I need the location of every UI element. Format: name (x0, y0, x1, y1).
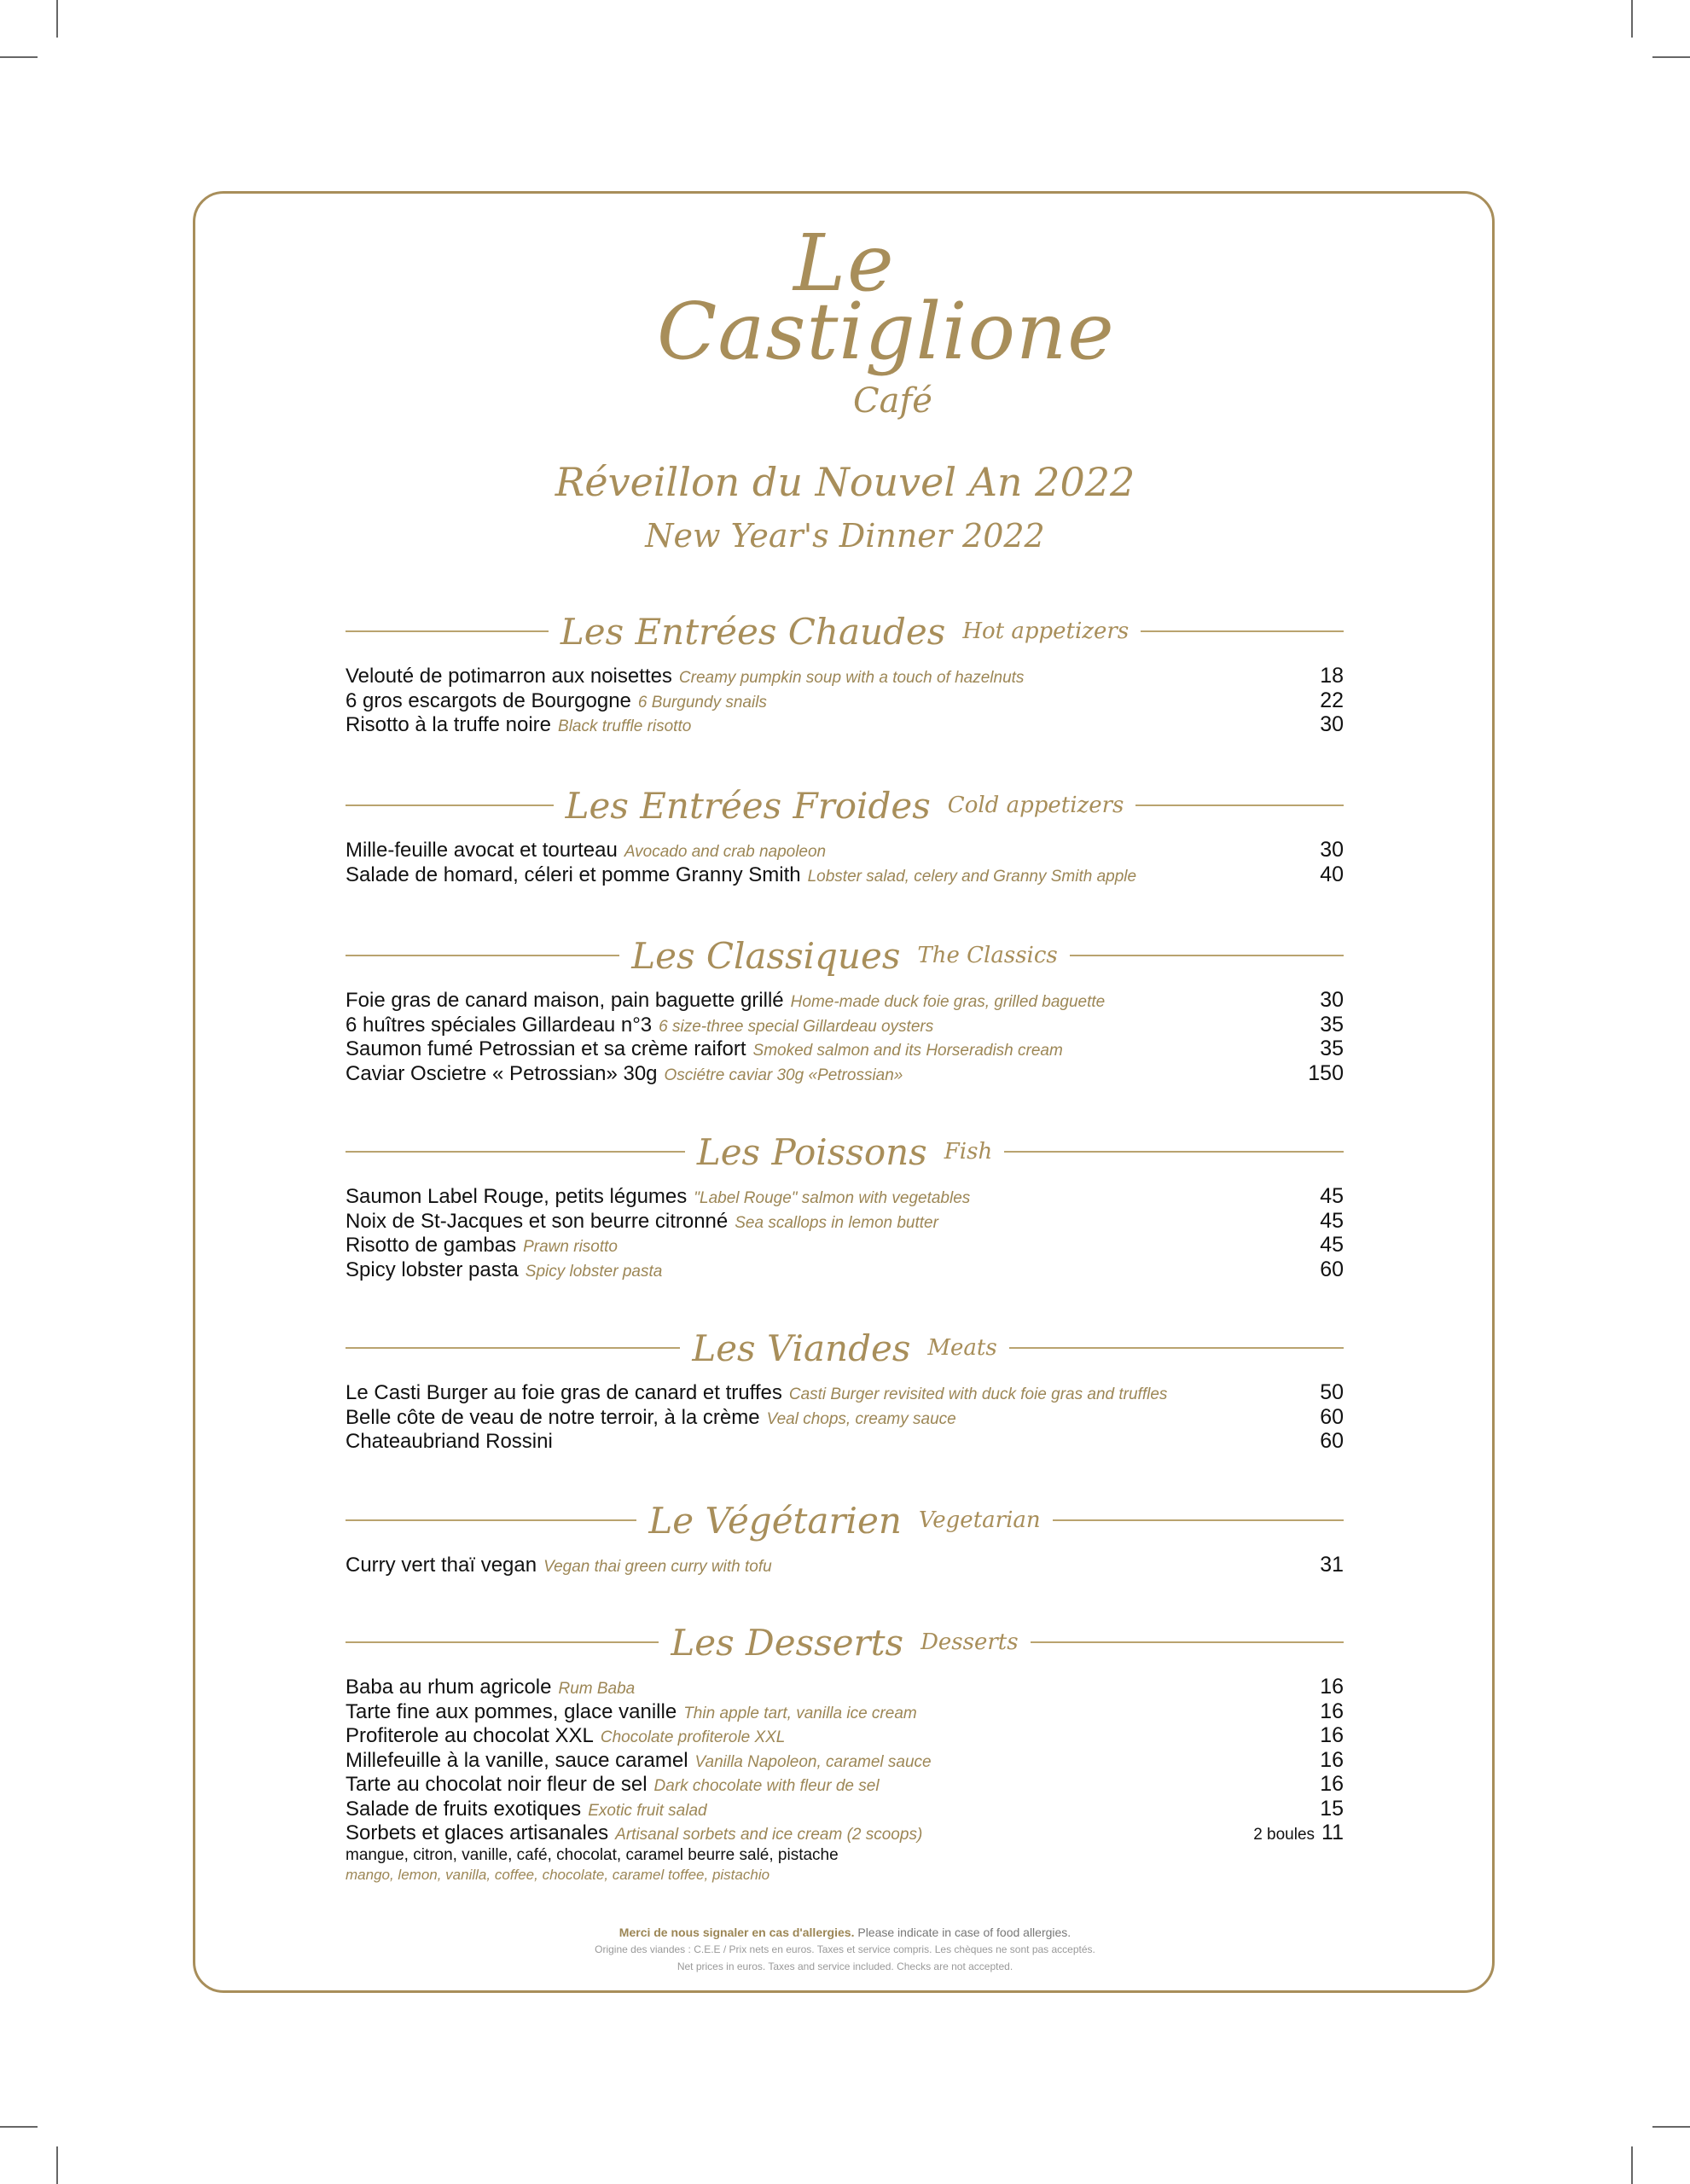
section-vegetarian (346, 1495, 1344, 1577)
dish-name: Noix de St-Jacques et son beurre citronné (346, 1209, 729, 1233)
dish-price: 16 (1320, 1675, 1344, 1699)
menu-title-fr: Réveillon du Nouvel An 2022 (555, 459, 1135, 505)
menu-item (346, 1553, 1344, 1577)
dish-description: Chocolate profiterole XXL (600, 1728, 786, 1746)
crop-mark (1652, 56, 1690, 58)
dish-price: 16 (1320, 1723, 1344, 1747)
section-classics (346, 930, 1344, 1085)
section-heading (346, 1126, 1344, 1177)
dish-name: Sorbets et glaces artisanales (346, 1821, 609, 1844)
heading-rule-left (346, 1151, 685, 1153)
heading-rule-right (1135, 804, 1344, 806)
heading-rule-left (346, 955, 619, 956)
menu-item (346, 1748, 1344, 1773)
dish-price: 16 (1320, 1747, 1344, 1772)
dish-description: Veal chops, creamy sauce (766, 1409, 956, 1428)
menu-item (346, 1258, 1344, 1282)
logo (0, 218, 1690, 431)
dish-description: 6 size-three special Gillardeau oysters (659, 1017, 934, 1036)
dish-description: Black truffle risotto (558, 717, 692, 735)
menu-item (346, 1061, 1344, 1086)
dish-name: Le Casti Burger au foie gras de canard et truffes (346, 1381, 782, 1404)
dish-price: 11 (1321, 1821, 1344, 1844)
dish-name: Chateaubriand Rossini (346, 1430, 553, 1453)
section-title-fr: Les Desserts (671, 1621, 904, 1664)
heading-rule-right (1004, 1151, 1344, 1153)
dish-name: Saumon Label Rouge, petits légumes (346, 1185, 688, 1208)
menu-item (346, 1037, 1344, 1061)
menu-item (346, 1699, 1344, 1724)
footer-allergy (0, 1924, 1690, 1941)
heading-rule-right (1009, 1347, 1344, 1349)
dish-price: 45 (1320, 1208, 1344, 1233)
dish-price: 60 (1320, 1429, 1344, 1453)
heading-rule-left (346, 1641, 659, 1643)
crop-mark (56, 2146, 58, 2184)
menu-item (346, 1209, 1344, 1234)
heading-rule-right (1053, 1519, 1344, 1521)
heading-rule-right (1031, 1641, 1344, 1643)
dish-price: 35 (1320, 1037, 1344, 1060)
heading-rule-right (1141, 630, 1344, 632)
menu-item (346, 664, 1344, 688)
dish-name: Caviar Oscietre « Petrossian» 30g (346, 1061, 658, 1085)
footer-net-prices: Net prices in euros. Taxes and service included. Checks are not accepted. (677, 1960, 1013, 1972)
menu-item (346, 712, 1344, 737)
logo-cafe: Café (853, 381, 932, 421)
crop-mark (1652, 2126, 1690, 2128)
dish-name: Salade de homard, céleri et pomme Granny Smith (346, 863, 801, 886)
section-heading (346, 1322, 1344, 1374)
dish-description: Vegan thai green curry with tofu (543, 1558, 772, 1576)
dish-description: Thin apple tart, vanilla ice cream (683, 1704, 917, 1722)
heading-rule-right (1070, 955, 1344, 956)
menu-item (346, 688, 1344, 713)
dish-name: Saumon fumé Petrossian et sa crème raifort (346, 1037, 746, 1060)
section-title-en: Fish (944, 1139, 993, 1165)
heading-rule-left (346, 630, 549, 632)
dish-note: 2 boules (1253, 1826, 1315, 1844)
section-title-fr: Les Classiques (631, 934, 901, 977)
menu-items (346, 1553, 1344, 1577)
logo-le: Le (793, 218, 896, 309)
dish-name: Salade de fruits exotiques (346, 1797, 582, 1821)
menu-item (346, 1380, 1344, 1405)
section-title-fr: Les Poissons (696, 1130, 927, 1173)
dish-name: Tarte fine aux pommes, glace vanille (346, 1699, 677, 1723)
section-title-en: Hot appetizers (962, 619, 1130, 644)
dish-price: 150 (1308, 1060, 1344, 1085)
crop-mark (1631, 0, 1633, 38)
dish-price: 60 (1320, 1404, 1344, 1429)
dish-description: 6 Burgundy snails (637, 693, 767, 712)
dish-description: Sea scallops in lemon butter (735, 1213, 938, 1232)
menu-item (346, 1233, 1344, 1258)
footer (0, 1924, 1690, 1975)
crop-mark (1631, 2146, 1633, 2184)
section-desserts (346, 1617, 1344, 1885)
dish-name: Tarte au chocolat noir fleur de sel (346, 1773, 648, 1796)
dish-name: Spicy lobster pasta (346, 1258, 519, 1281)
dish-description: Osciétre caviar 30g «Petrossian» (664, 1066, 903, 1084)
dish-price: 35 (1320, 1012, 1344, 1037)
dish-description: Exotic fruit salad (588, 1801, 707, 1820)
dish-description: Prawn risotto (523, 1238, 618, 1256)
menu-title-en: New Year's Dinner 2022 (645, 517, 1045, 555)
dish-description: Artisanal sorbets and ice cream (2 scoops) (615, 1826, 923, 1844)
dish-description: Rum Baba (558, 1680, 636, 1698)
dish-description: Casti Burger revisited with duck foie gras and truffles (788, 1385, 1168, 1403)
menu-items (346, 838, 1344, 886)
dish-name: Mille-feuille avocat et tourteau (346, 839, 618, 862)
section-heading (346, 606, 1344, 657)
crop-mark (56, 0, 58, 38)
dish-name: Risotto de gambas (346, 1234, 517, 1257)
section-heading (346, 1495, 1344, 1546)
section-title-fr: Les Entrées Froides (565, 784, 931, 827)
menu-items (346, 1184, 1344, 1281)
crop-mark (0, 56, 38, 58)
menu-item (346, 863, 1344, 887)
menu-item (346, 838, 1344, 863)
heading-rule-left (346, 804, 554, 806)
dish-price: 31 (1320, 1553, 1344, 1577)
section-title-en: Meats (927, 1335, 997, 1361)
dish-description: Smoked salmon and its Horseradish cream (752, 1042, 1063, 1060)
dish-name: 6 gros escargots de Bourgogne (346, 688, 631, 712)
dish-price: 60 (1320, 1257, 1344, 1281)
dish-name: Risotto à la truffe noire (346, 713, 552, 736)
menu-item (346, 1675, 1344, 1699)
dish-price: 18 (1320, 664, 1344, 688)
section-title-en: Vegetarian (918, 1507, 1041, 1533)
menu-item (346, 1405, 1344, 1430)
dish-name: Velouté de potimarron aux noisettes (346, 665, 672, 688)
menu-items (346, 664, 1344, 737)
section-heading (346, 1617, 1344, 1668)
dish-name: Millefeuille à la vanille, sauce caramel (346, 1748, 688, 1772)
dish-name: Foie gras de canard maison, pain baguette grillé (346, 989, 784, 1012)
section-title-en: Cold appetizers (947, 793, 1124, 818)
menu-item (346, 1429, 1344, 1454)
footer-allergy-fr: Merci de nous signaler en cas d'allergies. (619, 1926, 855, 1939)
menu-item (346, 1184, 1344, 1209)
dish-price: 50 (1320, 1380, 1344, 1404)
dish-description: Home-made duck foie gras, grilled baguette (790, 993, 1106, 1011)
dish-description: Creamy pumpkin soup with a touch of hazelnuts (678, 669, 1025, 687)
dish-price: 45 (1320, 1184, 1344, 1208)
footer-allergy-en: Please indicate in case of food allergies. (857, 1926, 1071, 1939)
dish-price: 15 (1320, 1796, 1344, 1821)
menu-item (346, 1013, 1344, 1037)
dish-description: Lobster salad, celery and Granny Smith apple (807, 867, 1137, 886)
flavours-fr: mangue, citron, vanille, café, chocolat, caramel beurre salé, pistache (346, 1845, 839, 1864)
dish-description: Spicy lobster pasta (525, 1262, 663, 1281)
menu-items (346, 1380, 1344, 1454)
dish-name: Belle côte de veau de notre terroir, à la crème (346, 1405, 760, 1429)
dish-price: 40 (1320, 862, 1344, 886)
section-cold-appetizers (346, 780, 1344, 886)
dish-price: 16 (1320, 1699, 1344, 1723)
logo-castiglione: Castiglione (657, 286, 1115, 377)
section-hot-appetizers (346, 606, 1344, 737)
dish-price: 45 (1320, 1233, 1344, 1257)
section-title-en: The Classics (917, 943, 1058, 968)
dish-price: 22 (1320, 688, 1344, 712)
dish-name: Curry vert thaï vegan (346, 1554, 537, 1577)
section-meats (346, 1322, 1344, 1454)
menu-item (346, 1797, 1344, 1821)
dish-price: 30 (1320, 838, 1344, 862)
section-title-fr: Le Végétarien (648, 1499, 902, 1542)
footer-origin: Origine des viandes : C.E.E / Prix nets en euros. Taxes et service compris. Les chèques ne sont pas acceptés. (595, 1943, 1095, 1955)
section-fish (346, 1126, 1344, 1281)
dish-price: 30 (1320, 712, 1344, 736)
menu-item (346, 1723, 1344, 1748)
crop-mark (0, 2126, 38, 2128)
dish-price: 16 (1320, 1772, 1344, 1796)
dish-name: 6 huîtres spéciales Gillardeau n°3 (346, 1013, 653, 1037)
menu-item (346, 1772, 1344, 1797)
dish-name: Profiterole au chocolat XXL (346, 1724, 594, 1747)
dish-price: 30 (1320, 988, 1344, 1012)
menu-items (346, 988, 1344, 1085)
heading-rule-left (346, 1519, 636, 1521)
section-title-fr: Les Entrées Chaudes (560, 610, 946, 653)
menu-item (346, 988, 1344, 1013)
dish-name: Baba au rhum agricole (346, 1676, 552, 1699)
section-title-fr: Les Viandes (692, 1327, 911, 1369)
section-heading (346, 780, 1344, 831)
menu-item (346, 1821, 1344, 1845)
dish-description: Dark chocolate with fleur de sel (653, 1777, 880, 1795)
dish-description: "Label Rouge" salmon with vegetables (694, 1189, 971, 1207)
dish-description: Avocado and crab napoleon (624, 843, 827, 861)
dish-description: Vanilla Napoleon, caramel sauce (694, 1752, 932, 1771)
menu-items (346, 1675, 1344, 1885)
section-heading (346, 930, 1344, 981)
heading-rule-left (346, 1347, 680, 1349)
flavours-en: mango, lemon, vanilla, coffee, chocolate, caramel toffee, pistachio (346, 1866, 770, 1883)
section-title-en: Desserts (920, 1629, 1019, 1655)
